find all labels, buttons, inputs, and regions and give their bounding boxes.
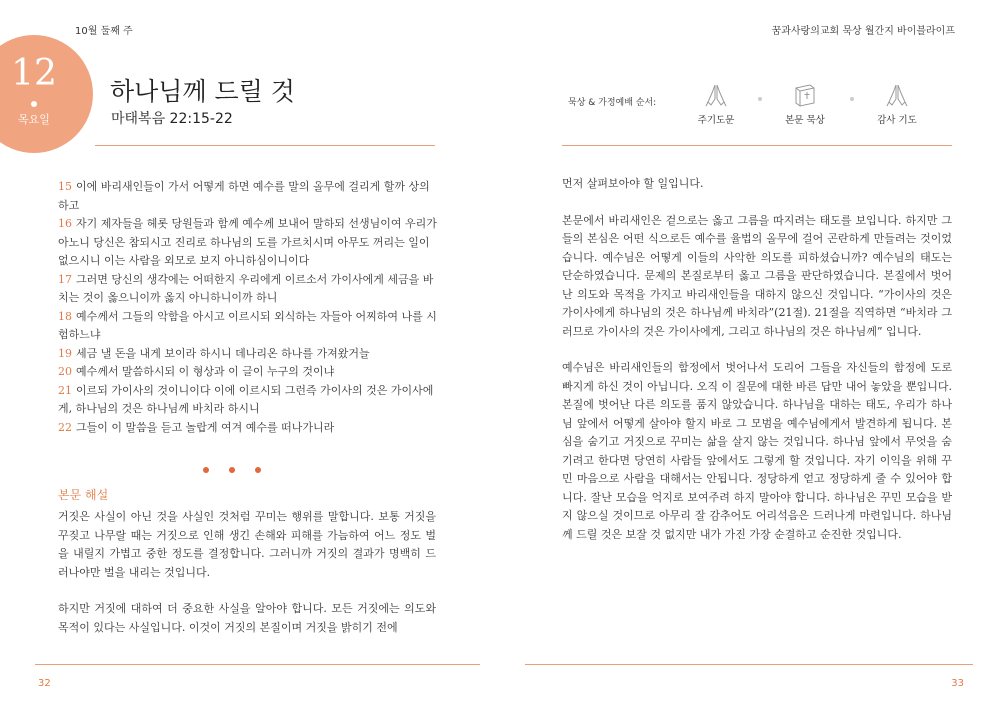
date-day: 목요일 xyxy=(18,113,50,126)
section-separator-dots xyxy=(203,458,281,477)
verse xyxy=(58,308,438,345)
page-number-right: 33 xyxy=(951,678,964,689)
worship-step-thanksgiving xyxy=(867,82,927,126)
verse xyxy=(58,345,438,364)
verse xyxy=(58,215,438,271)
worship-step-label: 감사 기도 xyxy=(877,115,917,126)
right-page xyxy=(500,0,1000,709)
verse xyxy=(58,363,438,382)
step-separator-dot xyxy=(758,97,762,101)
praying-hands-icon xyxy=(884,82,910,108)
commentary-paragraph: 본문에서 바리새인은 겉으로는 옳고 그름을 따지려는 태도를 보입니다. 하지만 그들의 본심은 어떤 식으로든 예수를 율법의 올무에 걸어 곤란하게 만들려는 것이었습니다. 예수님은 어떻게 이들의 사악한 의도를 피하셨습니까? 예수님의 태도는 단순하였습니다. 문제의 본질로부터 옳고 그름을 판단하였습니다. 본질에서 벗어난 의도와 목적을 가지고 바리새인들을 대하지 않으신 것입니다. “가이사의 것은 가이사에게 하나님의 것은 하나님께 바치라”(21절). 21절을 직역하면 “바치라 그러므로 가이사의 것은 가이사에게, 그리고 하나님의 것은 하나님께” 입니다. xyxy=(562,213,952,338)
verse xyxy=(58,419,438,438)
verse-text: 이에 바리새인들이 가서 어떻게 하면 예수를 말의 올무에 걸리게 할까 상의하고 xyxy=(58,180,430,212)
date-number: 12 xyxy=(11,53,57,94)
running-header-right: 꿈과사랑의교회 묵상 월간지 바이블라이프 xyxy=(771,26,955,37)
date-badge xyxy=(0,35,93,153)
worship-step-lords-prayer xyxy=(686,82,746,126)
step-separator-dot xyxy=(850,97,854,101)
praying-hands-icon xyxy=(703,82,729,108)
commentary-paragraph: 하지만 거짓에 대하여 더 중요한 사실을 알아야 합니다. 모든 거짓에는 의도와 목적이 있다는 사실입니다. 이것이 거짓의 본질이며 거짓을 밝히기 전에 xyxy=(58,602,436,634)
commentary-paragraph: 거짓은 사실이 아닌 것을 사실인 것처럼 꾸미는 행위를 말합니다. 보통 거짓을 꾸짖고 나무랄 때는 거짓으로 인해 생긴 손해와 피해를 가늠하여 어느 정도 벌을 내릴지 가볍고 중한 정도를 결정합니다. 그러니까 거짓의 결과가 명백히 드러나야만 벌을 내리는 것입니다. xyxy=(58,510,436,579)
running-header-left: 10월 둘째 주 xyxy=(75,26,133,37)
worship-step-label: 주기도문 xyxy=(697,115,735,126)
verse-number: 16 xyxy=(58,217,72,230)
verse-text: 그들이 이 말씀을 듣고 놀랍게 여겨 예수를 떠나가니라 xyxy=(76,420,335,434)
verse-number: 20 xyxy=(58,365,72,378)
verse-text: 예수께서 그들의 악함을 아시고 이르시되 외식하는 자들아 어찌하여 나를 시험하느냐 xyxy=(58,309,437,341)
verse xyxy=(58,382,438,419)
verse xyxy=(58,271,438,308)
commentary-left xyxy=(58,508,436,655)
verse-text: 세금 낼 돈을 내게 보이라 하시니 데나리온 하나를 가져왔거늘 xyxy=(76,346,370,360)
page-title: 하나님께 드릴 것 xyxy=(110,77,295,106)
verse-number: 18 xyxy=(58,309,72,323)
worship-step-label: 본문 묵상 xyxy=(785,115,825,126)
commentary-paragraph: 먼저 살펴보아야 할 일입니다. xyxy=(562,177,704,190)
verse xyxy=(58,178,438,215)
commentary-paragraph: 예수님은 바리새인들의 함정에서 벗어나서 도리어 그들을 자신들의 함정에 도로 빠지게 하신 것이 아닙니다. 오직 이 질문에 대한 바른 답만 내어 놓았을 뿐입니다. 본질에 벗어난 다른 의도를 품지 않았습니다. 하나님을 대하는 태도, 우리가 하나님 앞에서 어떻게 살아야 할지 바로 그 모범을 예수님에게서 발견하게 됩니다. 본심을 숨기고 거짓으로 꾸미는 삶을 살지 않는 것입니다. 하나님 앞에서 무엇을 숨기려고 한다면 당연히 사람들 앞에서도 그렇게 할 것입니다. 자기 이익을 위해 꾸민 마음으로 사람을 대해서는 안됩니다. 정당하게 얻고 정당하게 줄 수 있어야 합니다. 잘난 모습을 억지로 보여주려 하지 말아야 합니다. 하나님은 꾸민 모습을 받지 않으실 것이므로 아무리 잘 감추어도 어리석음은 드러나게 마련입니다. 하나님께 드릴 것은 보잘 것 없지만 내가 가진 가장 순결하고 순진한 것입니다. xyxy=(562,361,952,541)
scripture-passage xyxy=(58,178,438,437)
bible-book-icon xyxy=(792,82,818,108)
verse-number: 22 xyxy=(58,420,72,434)
page-number-left: 32 xyxy=(38,678,51,689)
commentary-heading: 본문 해설 xyxy=(58,488,109,502)
worship-order-label: 묵상 & 가정예배 순서: xyxy=(568,98,657,108)
date-dot xyxy=(31,101,37,107)
footer-divider-right xyxy=(525,664,973,665)
commentary-right xyxy=(562,175,952,562)
verse-number: 15 xyxy=(58,180,72,193)
verse-number: 21 xyxy=(58,383,72,397)
verse-text: 자기 제자들을 헤롯 당원들과 함께 예수께 보내어 말하되 선생님이여 우리가 아노니 당신은 참되시고 진리로 하나님의 도를 가르치시며 아무도 꺼리는 일이 없으시니 이는 사람을 외모로 보지 아니하심이니이다 xyxy=(58,217,437,267)
worship-step-meditation xyxy=(775,82,835,126)
worship-divider xyxy=(562,145,952,146)
scripture-reference: 마태복음 22:15-22 xyxy=(111,111,233,127)
footer-divider-left xyxy=(35,664,480,665)
title-divider xyxy=(95,145,435,146)
verse-number: 17 xyxy=(58,272,72,286)
verse-text: 예수께서 말씀하시되 이 형상과 이 글이 누구의 것이냐 xyxy=(76,365,335,378)
verse-number: 19 xyxy=(58,346,72,360)
verse-text: 이르되 가이사의 것이니이다 이에 이르시되 그런즉 가이사의 것은 가이사에게, 하나님의 것은 하나님께 바치라 하시니 xyxy=(58,383,434,415)
verse-text: 그러면 당신의 생각에는 어떠한지 우리에게 이르소서 가이사에게 세금을 바치는 것이 옳으니이까 옳지 아니하니이까 하니 xyxy=(58,272,434,304)
